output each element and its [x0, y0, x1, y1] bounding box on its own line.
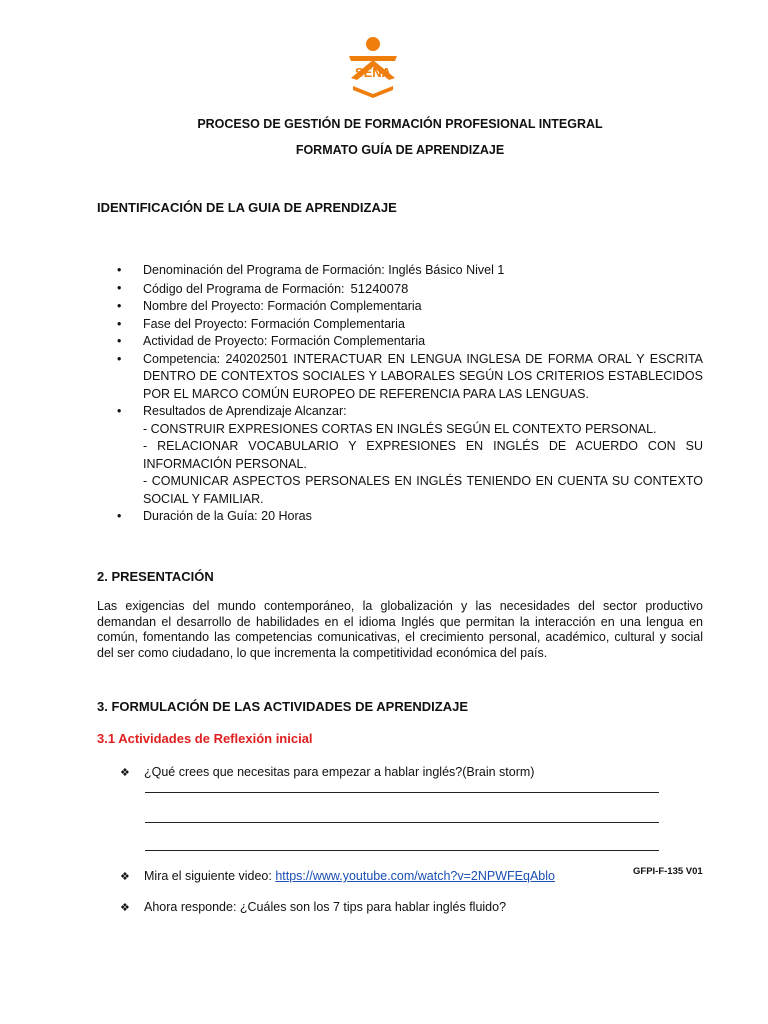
video-link[interactable]: https://www.youtube.com/watch?v=2NPWFEqAblo [275, 869, 555, 883]
diamond-bullet-icon: ❖ [120, 902, 130, 914]
list-item: • Resultados de Aprendizaje Alcanzar: - CONSTRUIR EXPRESIONES CORTAS EN INGLÉS SEGÚN EL CONTEXTO PERSONAL. - RELACIONAR VOCABULARIO Y EXPRESIONES EN INGLÉS DE ACUERDO CON SU INFORMACIÓN PERSONAL. - COMUNICAR ASPECTOS PERSONALES EN INGLÉS TENIENDO EN CUENTA SU CONTEXTO SOCIAL Y FAMILIAR. [97, 403, 703, 508]
list-item: • Fase del Proyecto: Formación Complementaria [97, 316, 703, 334]
process-title: PROCESO DE GESTIÓN DE FORMACIÓN PROFESIONAL INTEGRAL [197, 117, 603, 131]
program-code: 51240078 [350, 280, 409, 296]
answer-line[interactable] [145, 822, 659, 823]
diamond-bullet-icon: ❖ [120, 871, 130, 883]
document-code: GFPI-F-135 V01 [633, 866, 703, 877]
reflection-subtitle: 3.1 Actividades de Reflexión inicial [97, 731, 313, 746]
formulation-title: 3. FORMULACIÓN DE LAS ACTIVIDADES DE APRENDIZAJE [97, 699, 469, 714]
learning-result: - CONSTRUIR EXPRESIONES CORTAS EN INGLÉS SEGÚN EL CONTEXTO PERSONAL. [143, 421, 657, 436]
question-brainstorm: ❖ ¿Qué crees que necesitas para empezar a hablar inglés?(Brain storm) [120, 765, 535, 779]
list-item: • Denominación del Programa de Formación: Inglés Básico Nivel 1 [97, 262, 703, 280]
presentation-title: 2. PRESENTACIÓN [97, 569, 214, 584]
identification-list [97, 262, 703, 526]
presentation-text: Las exigencias del mundo contemporáneo, la globalización y las necesidades del sector productivo demandan el desarrollo de habilidades en el idioma Inglés que permitan la interacción en una lengua en común, fomentando las competencias comunicativas, el crecimiento personal, académico, cultural y social del ser como ciudadano, lo que incrementa la competitividad económica del país. [97, 599, 703, 660]
learning-result: - RELACIONAR VOCABULARIO Y EXPRESIONES EN INGLÉS DE ACUERDO CON SU INFORMACIÓN PERSONAL. [143, 439, 703, 471]
answer-line[interactable] [145, 850, 659, 851]
diamond-bullet-icon: ❖ [120, 767, 130, 779]
question-tips: ❖ Ahora responde: ¿Cuáles son los 7 tips para hablar inglés fluido? [120, 900, 507, 914]
format-title: FORMATO GUÍA DE APRENDIZAJE [295, 143, 505, 157]
learning-result: - COMUNICAR ASPECTOS PERSONALES EN INGLÉS TENIENDO EN CUENTA SU CONTEXTO SOCIAL Y FAMILIAR. [143, 474, 703, 506]
list-item: • Competencia: 240202501 INTERACTUAR EN LENGUA INGLESA DE FORMA ORAL Y ESCRITA DENTRO DE CONTEXTOS SOCIALES Y LABORALES SEGÚN LOS CRITERIOS ESTABLECIDOS POR EL MARCO COMÚN EUROPEO DE REFERENCIA PARA LAS LENGUAS. [97, 351, 703, 404]
list-item: • Código del Programa de Formación: 51240078 [97, 280, 703, 299]
list-item: • Duración de la Guía: 20 Horas [97, 508, 703, 526]
sena-logo [343, 34, 403, 98]
list-item: • Actividad de Proyecto: Formación Complementaria [97, 333, 703, 351]
answer-line[interactable] [145, 792, 659, 793]
identification-title: IDENTIFICACIÓN DE LA GUIA DE APRENDIZAJE [97, 200, 397, 215]
question-video: ❖ Mira el siguiente video: https://www.youtube.com/watch?v=2NPWFEqAblo [120, 869, 555, 883]
list-item: • Nombre del Proyecto: Formación Complementaria [97, 298, 703, 316]
logo-text: SENA [354, 65, 392, 80]
